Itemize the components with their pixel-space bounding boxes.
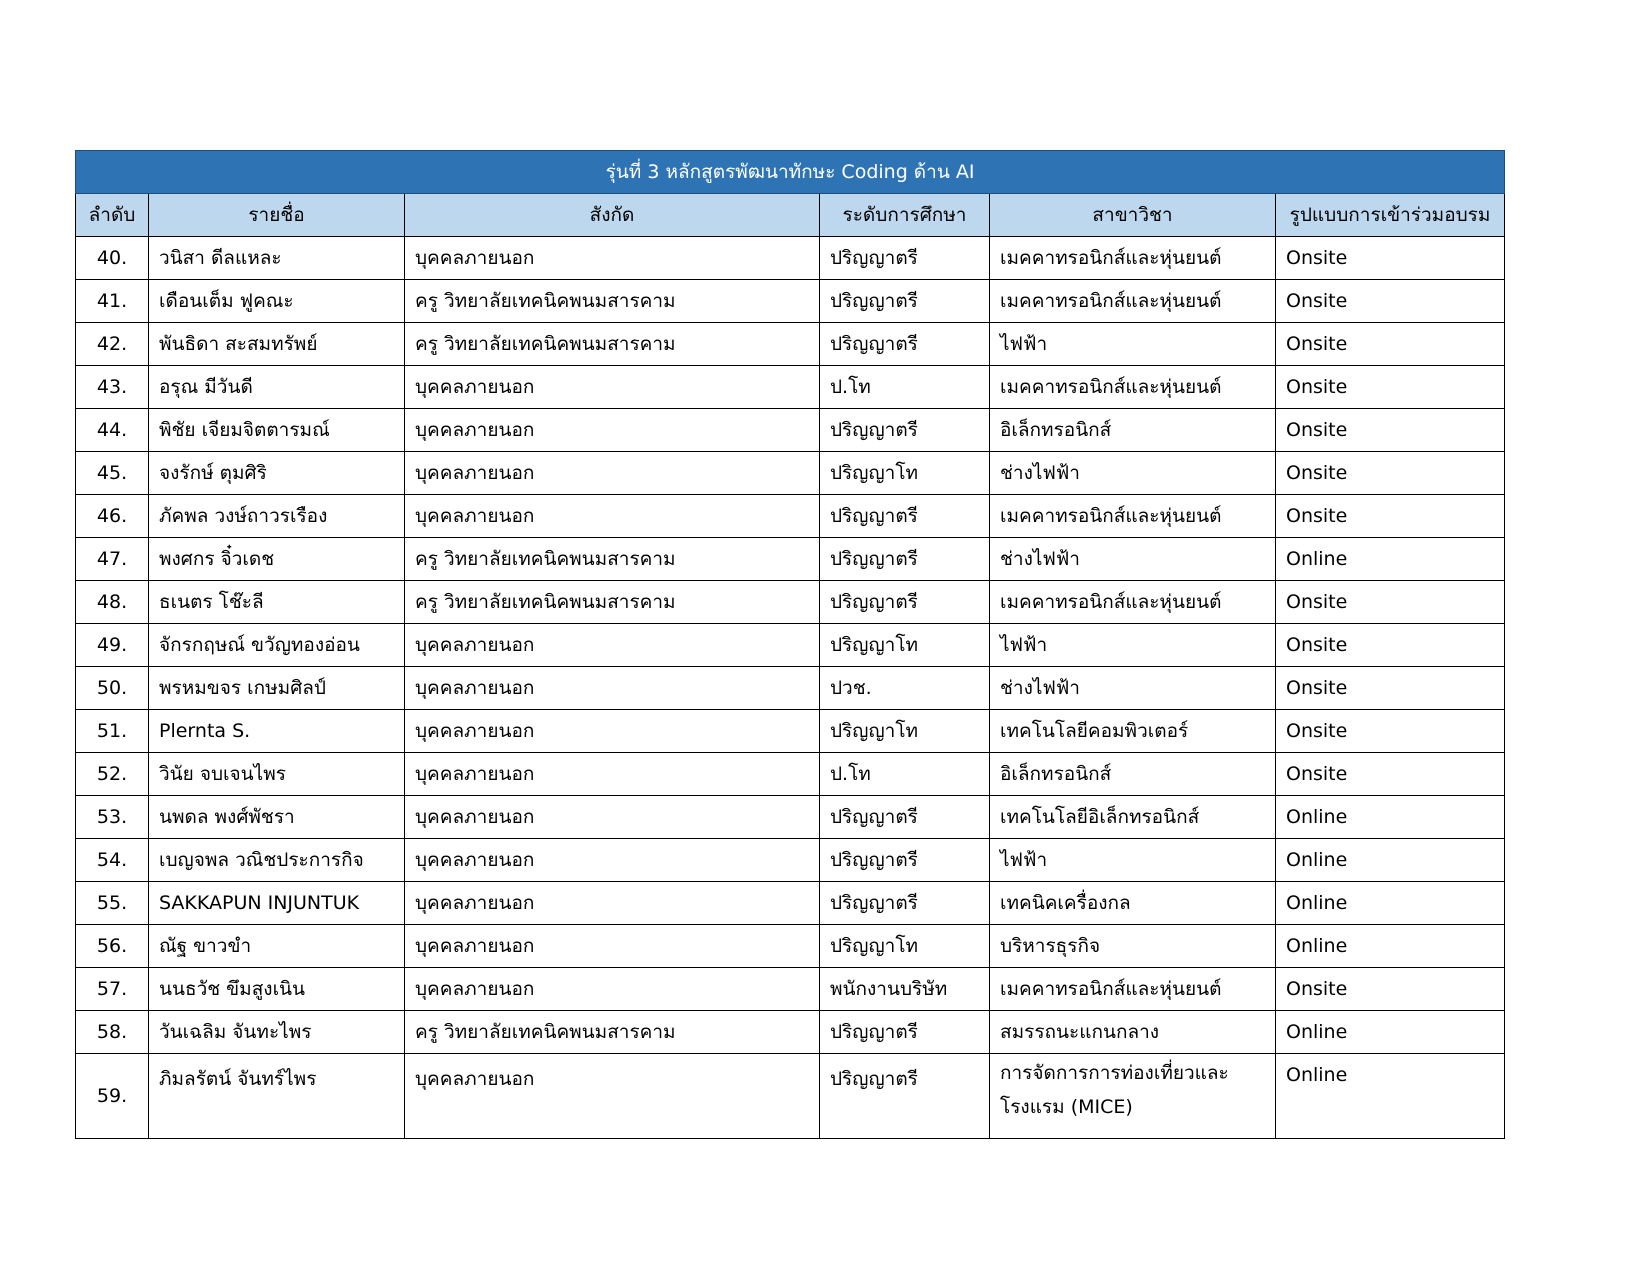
cell-name: ภัคพล วงษ์ถาวรเรือง xyxy=(149,495,405,538)
cell-name: จักรกฤษณ์ ขวัญทองอ่อน xyxy=(149,624,405,667)
cell-major: เมคคาทรอนิกส์และหุ่นยนต์ xyxy=(990,237,1276,280)
cell-no: 51. xyxy=(76,710,149,753)
cell-major: เทคโนโลยีคอมพิวเตอร์ xyxy=(990,710,1276,753)
table-row xyxy=(76,753,1505,796)
cell-mode: Online xyxy=(1276,538,1505,581)
cell-mode: Onsite xyxy=(1276,753,1505,796)
column-header-education: ระดับการศึกษา xyxy=(820,194,990,237)
cell-affiliation: บุคคลภายนอก xyxy=(405,237,820,280)
cell-affiliation: บุคคลภายนอก xyxy=(405,624,820,667)
table-row xyxy=(76,968,1505,1011)
cell-mode: Online xyxy=(1276,925,1505,968)
column-header-name: รายชื่อ xyxy=(149,194,405,237)
cell-education: พนักงานบริษัท xyxy=(820,968,990,1011)
cell-no: 57. xyxy=(76,968,149,1011)
cell-name: พรหมขจร เกษมศิลป์ xyxy=(149,667,405,710)
table-header-row xyxy=(76,194,1505,237)
cell-education: ปริญญาโท xyxy=(820,925,990,968)
cell-major: ไฟฟ้า xyxy=(990,323,1276,366)
cell-no: 49. xyxy=(76,624,149,667)
cell-no: 48. xyxy=(76,581,149,624)
cell-name: พิชัย เจียมจิตตารมณ์ xyxy=(149,409,405,452)
cell-name: อรุณ มีวันดี xyxy=(149,366,405,409)
cell-major: ไฟฟ้า xyxy=(990,839,1276,882)
cell-mode: Onsite xyxy=(1276,366,1505,409)
cell-no: 45. xyxy=(76,452,149,495)
table-row xyxy=(76,1054,1505,1139)
cell-mode: Online xyxy=(1276,882,1505,925)
cell-education: ปริญญาโท xyxy=(820,710,990,753)
cell-education: ปวช. xyxy=(820,667,990,710)
cell-no: 44. xyxy=(76,409,149,452)
cell-name: ภิมลรัตน์ จันทร์ไพร xyxy=(149,1054,405,1139)
cell-affiliation: บุคคลภายนอก xyxy=(405,409,820,452)
cell-mode: Onsite xyxy=(1276,968,1505,1011)
cell-major: เทคนิคเครื่องกล xyxy=(990,882,1276,925)
cell-mode: Onsite xyxy=(1276,280,1505,323)
cell-affiliation: บุคคลภายนอก xyxy=(405,452,820,495)
cell-major: ไฟฟ้า xyxy=(990,624,1276,667)
cell-no: 43. xyxy=(76,366,149,409)
cell-mode: Onsite xyxy=(1276,581,1505,624)
cell-education: ปริญญาโท xyxy=(820,452,990,495)
table-row xyxy=(76,882,1505,925)
cell-education: ปริญญาตรี xyxy=(820,538,990,581)
cell-name: พันธิดา สะสมทรัพย์ xyxy=(149,323,405,366)
cell-education: ปริญญาตรี xyxy=(820,581,990,624)
cell-affiliation: บุคคลภายนอก xyxy=(405,882,820,925)
cell-education: ปริญญาตรี xyxy=(820,323,990,366)
cell-mode: Online xyxy=(1276,1054,1505,1139)
cell-mode: Onsite xyxy=(1276,667,1505,710)
cell-mode: Onsite xyxy=(1276,237,1505,280)
cell-affiliation: บุคคลภายนอก xyxy=(405,667,820,710)
cell-no: 54. xyxy=(76,839,149,882)
table-row xyxy=(76,409,1505,452)
cell-major: ช่างไฟฟ้า xyxy=(990,667,1276,710)
cell-name: ธเนตร โช๊ะลี xyxy=(149,581,405,624)
cell-major: อิเล็กทรอนิกส์ xyxy=(990,753,1276,796)
cell-mode: Online xyxy=(1276,839,1505,882)
cell-affiliation: บุคคลภายนอก xyxy=(405,1054,820,1139)
cell-mode: Online xyxy=(1276,1011,1505,1054)
cell-education: ปริญญาตรี xyxy=(820,1054,990,1139)
table-row xyxy=(76,925,1505,968)
cell-affiliation: ครู วิทยาลัยเทคนิคพนมสารคาม xyxy=(405,581,820,624)
cell-education: ปริญญาตรี xyxy=(820,1011,990,1054)
table-title-row xyxy=(76,151,1505,194)
table-row xyxy=(76,280,1505,323)
table-row xyxy=(76,495,1505,538)
table-row xyxy=(76,1011,1505,1054)
cell-no: 59. xyxy=(76,1054,149,1139)
cell-affiliation: บุคคลภายนอก xyxy=(405,839,820,882)
table-row xyxy=(76,452,1505,495)
cell-mode: Onsite xyxy=(1276,624,1505,667)
cell-name: ณัฐ ขาวขำ xyxy=(149,925,405,968)
participants-table xyxy=(75,150,1505,1139)
cell-affiliation: ครู วิทยาลัยเทคนิคพนมสารคาม xyxy=(405,1011,820,1054)
table-row xyxy=(76,667,1505,710)
cell-no: 58. xyxy=(76,1011,149,1054)
cell-no: 56. xyxy=(76,925,149,968)
cell-major: เทคโนโลยีอิเล็กทรอนิกส์ xyxy=(990,796,1276,839)
cell-name: Plernta S. xyxy=(149,710,405,753)
table-row xyxy=(76,538,1505,581)
cell-no: 50. xyxy=(76,667,149,710)
cell-name: SAKKAPUN INJUNTUK xyxy=(149,882,405,925)
table-row xyxy=(76,323,1505,366)
cell-major: การจัดการการท่องเที่ยวและโรงแรม (MICE) xyxy=(990,1054,1276,1139)
table-row xyxy=(76,581,1505,624)
cell-name: เดือนเต็ม ฟูคณะ xyxy=(149,280,405,323)
cell-education: ปริญญาตรี xyxy=(820,409,990,452)
cell-major: เมคคาทรอนิกส์และหุ่นยนต์ xyxy=(990,968,1276,1011)
column-header-mode: รูปแบบการเข้าร่วมอบรม xyxy=(1276,194,1505,237)
cell-education: ปริญญาตรี xyxy=(820,882,990,925)
cell-no: 53. xyxy=(76,796,149,839)
cell-no: 46. xyxy=(76,495,149,538)
cell-mode: Onsite xyxy=(1276,495,1505,538)
cell-mode: Onsite xyxy=(1276,323,1505,366)
cell-mode: Online xyxy=(1276,796,1505,839)
cell-affiliation: ครู วิทยาลัยเทคนิคพนมสารคาม xyxy=(405,538,820,581)
cell-affiliation: บุคคลภายนอก xyxy=(405,495,820,538)
cell-education: ปริญญาตรี xyxy=(820,495,990,538)
cell-affiliation: บุคคลภายนอก xyxy=(405,968,820,1011)
cell-education: ป.โท xyxy=(820,366,990,409)
cell-education: ปริญญาตรี xyxy=(820,839,990,882)
cell-name: นนธวัช ขึมสูงเนิน xyxy=(149,968,405,1011)
cell-education: ปริญญาตรี xyxy=(820,796,990,839)
cell-affiliation: บุคคลภายนอก xyxy=(405,753,820,796)
cell-affiliation: บุคคลภายนอก xyxy=(405,796,820,839)
cell-name: วันเฉลิม จันทะไพร xyxy=(149,1011,405,1054)
cell-affiliation: ครู วิทยาลัยเทคนิคพนมสารคาม xyxy=(405,323,820,366)
cell-major: เมคคาทรอนิกส์และหุ่นยนต์ xyxy=(990,366,1276,409)
cell-no: 55. xyxy=(76,882,149,925)
cell-name: วินัย จบเจนไพร xyxy=(149,753,405,796)
cell-mode: Onsite xyxy=(1276,452,1505,495)
table-row xyxy=(76,237,1505,280)
cell-major: ช่างไฟฟ้า xyxy=(990,538,1276,581)
cell-major: เมคคาทรอนิกส์และหุ่นยนต์ xyxy=(990,495,1276,538)
cell-major: ช่างไฟฟ้า xyxy=(990,452,1276,495)
column-header-no: ลำดับ xyxy=(76,194,149,237)
table-title: รุ่นที่ 3 หลักสูตรพัฒนาทักษะ Coding ด้าน AI xyxy=(76,151,1505,194)
column-header-affiliation: สังกัด xyxy=(405,194,820,237)
cell-education: ปริญญาตรี xyxy=(820,280,990,323)
cell-major: บริหารธุรกิจ xyxy=(990,925,1276,968)
cell-affiliation: บุคคลภายนอก xyxy=(405,925,820,968)
cell-name: วนิสา ดีลแหละ xyxy=(149,237,405,280)
cell-name: นพดล พงศ์พัชรา xyxy=(149,796,405,839)
cell-affiliation: บุคคลภายนอก xyxy=(405,366,820,409)
column-header-major: สาขาวิชา xyxy=(990,194,1276,237)
cell-no: 52. xyxy=(76,753,149,796)
cell-name: จงรักษ์ ตุมศิริ xyxy=(149,452,405,495)
cell-education: ปริญญาโท xyxy=(820,624,990,667)
cell-affiliation: ครู วิทยาลัยเทคนิคพนมสารคาม xyxy=(405,280,820,323)
cell-name: พงศกร จิ๋วเดช xyxy=(149,538,405,581)
cell-no: 41. xyxy=(76,280,149,323)
table-body xyxy=(76,237,1505,1139)
cell-no: 42. xyxy=(76,323,149,366)
cell-major: เมคคาทรอนิกส์และหุ่นยนต์ xyxy=(990,280,1276,323)
cell-no: 47. xyxy=(76,538,149,581)
cell-mode: Onsite xyxy=(1276,710,1505,753)
table-row xyxy=(76,839,1505,882)
cell-name: เบญจพล วณิชประการกิจ xyxy=(149,839,405,882)
table-row xyxy=(76,796,1505,839)
table-row xyxy=(76,624,1505,667)
table-row xyxy=(76,710,1505,753)
cell-major: เมคคาทรอนิกส์และหุ่นยนต์ xyxy=(990,581,1276,624)
cell-mode: Onsite xyxy=(1276,409,1505,452)
cell-education: ป.โท xyxy=(820,753,990,796)
cell-major: สมรรถนะแกนกลาง xyxy=(990,1011,1276,1054)
cell-no: 40. xyxy=(76,237,149,280)
cell-major: อิเล็กทรอนิกส์ xyxy=(990,409,1276,452)
cell-affiliation: บุคคลภายนอก xyxy=(405,710,820,753)
table-row xyxy=(76,366,1505,409)
cell-education: ปริญญาตรี xyxy=(820,237,990,280)
